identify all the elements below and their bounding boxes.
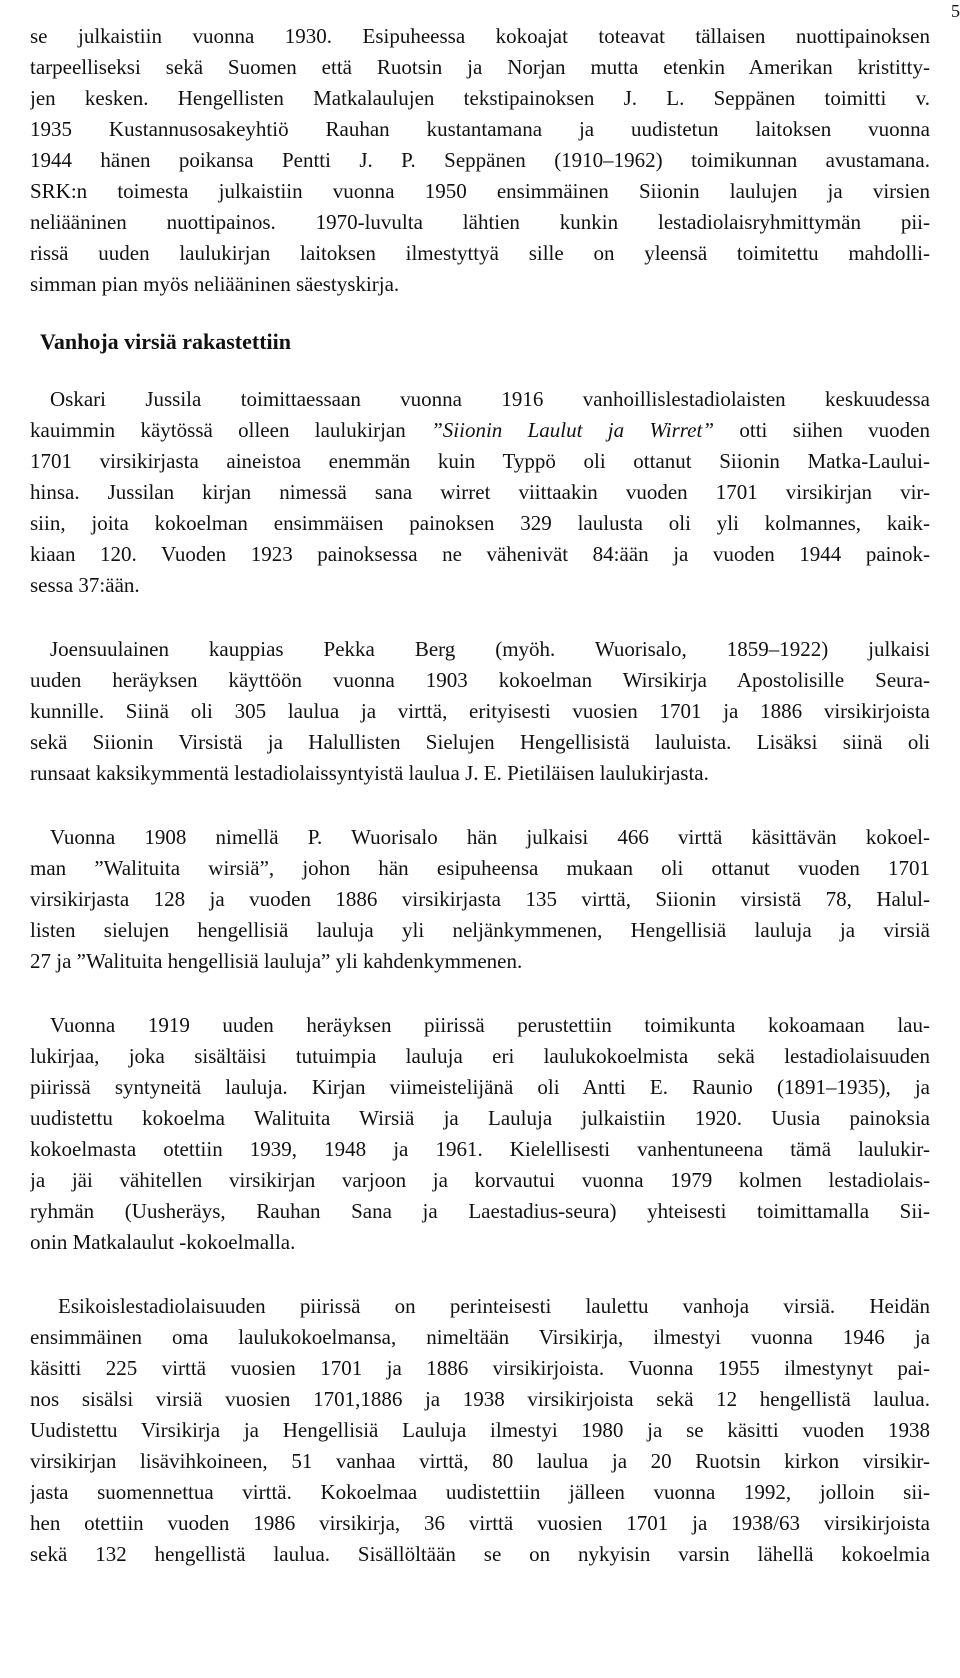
paragraph-berg [30, 634, 930, 789]
paragraph-line: hen otettiin vuoden 1986 virsikirja, 36 virttä vuosien 1701 ja 1938/63 virsikirjoista [30, 1511, 930, 1535]
paragraph-line: simman pian myös neliääninen säestyskirja. [30, 272, 400, 296]
paragraph-line: nos sisälsi virsiä vuosien 1701,1886 ja 1938 virsikirjoista sekä 12 hengellistä laulua. [30, 1387, 930, 1411]
paragraph-line: jen kesken. Hengellisten Matkalaulujen tekstipainoksen J. L. Seppänen toimitti v. [30, 86, 930, 110]
spacer [30, 300, 930, 326]
paragraph-line: sessa 37:ään. [30, 573, 140, 597]
intro-paragraph [30, 21, 930, 300]
paragraph-line: Esikoislestadiolaisuuden piirissä on perinteisesti laulettu vanhoja virsiä. Heidän [58, 1294, 930, 1318]
section-heading: Vanhoja virsiä rakastettiin [40, 329, 291, 354]
paragraph-line: Vuonna 1919 uuden heräyksen piirissä perustettiin toimikunta kokoamaan lau- [50, 1013, 930, 1037]
paragraph-line: neliääninen nuottipainos. 1970-luvulta lähtien kunkin lestadiolaisryhmittymän pii- [30, 210, 930, 234]
paragraph-line-mixed [30, 415, 930, 446]
paragraph-line: ensimmäinen oma laulukokoelmansa, nimeltään Virsikirja, ilmestyi vuonna 1946 ja [30, 1325, 930, 1349]
paragraph-line: siin, joita kokoelman ensimmäisen painoksen 329 laulusta oli yli kolmannes, kaik- [30, 511, 930, 535]
paragraph-line: 1944 hänen poikansa Pentti J. P. Seppänen (1910–1962) toimikunnan avustamana. [30, 148, 930, 172]
paragraph-line: 1935 Kustannusosakeyhtiö Rauhan kustantamana ja uudistetun laitoksen vuonna [30, 117, 930, 141]
paragraph-line: Uudistettu Virsikirja ja Hengellisiä Lauluja ilmestyi 1980 ja se käsitti vuoden 1938 [30, 1418, 930, 1442]
paragraph-line: rissä uuden laulukirjan laitoksen ilmestyttyä sille on yleensä toimitettu mahdolli- [30, 241, 930, 265]
spacer [30, 601, 930, 634]
paragraph-line: jasta suomennettua virttä. Kokoelmaa uudistettiin jälleen vuonna 1992, jolloin sii- [30, 1480, 930, 1504]
text-run: kauimmin käytössä olleen laulukirjan [30, 418, 432, 442]
paragraph-line: ryhmän (Uusheräys, Rauhan Sana ja Laestadius-seura) yhteisesti toimittamalla Sii- [30, 1199, 930, 1223]
paragraph-line: Oskari Jussila toimittaessaan vuonna 1916 vanhoillislestadiolaisten keskuudessa [50, 387, 930, 411]
paragraph-line: runsaat kaksikymmentä lestadiolaissyntyistä laulua J. E. Pietiläisen laulukirjasta. [30, 761, 709, 785]
paragraph-line: kokoelmasta otettiin 1939, 1948 ja 1961. Kielellisesti vanhentuneena tämä laulukir- [30, 1137, 930, 1161]
paragraph-line: virsikirjasta 128 ja vuoden 1886 virsikirjasta 135 virttä, Siionin virsistä 78, Halul- [30, 887, 930, 911]
paragraph-jussila [30, 384, 930, 601]
paragraph-line: tarpeelliseksi sekä Suomen että Ruotsin ja Norjan mutta etenkin Amerikan kristitty- [30, 55, 930, 79]
paragraph-line: kunnille. Siinä oli 305 laulua ja virttä, erityisesti vuosien 1701 ja 1886 virsikirjoista [30, 699, 930, 723]
spacer [30, 789, 930, 822]
paragraph-line: Joensuulainen kauppias Pekka Berg (myöh. Wuorisalo, 1859–1922) julkaisi [50, 637, 930, 661]
paragraph-line: onin Matkalaulut -kokoelmalla. [30, 1230, 296, 1254]
paragraph-line: Vuonna 1908 nimellä P. Wuorisalo hän julkaisi 466 virttä käsittävän kokoel- [50, 825, 930, 849]
paragraph-line: man ”Walituita wirsiä”, johon hän esipuheensa mukaan oli ottanut vuoden 1701 [30, 856, 930, 880]
spacer [30, 1258, 930, 1291]
spacer [30, 357, 930, 384]
paragraph-line: kiaan 120. Vuoden 1923 painoksessa ne vähenivät 84:ään ja vuoden 1944 painok- [30, 542, 930, 566]
paragraph-line: lukirjaa, joka sisältäisi tutuimpia lauluja eri laulukokoelmista sekä lestadiolaisuuden [30, 1044, 930, 1068]
paragraph-line: SRK:n toimesta julkaistiin vuonna 1950 ensimmäinen Siionin laulujen ja virsien [30, 179, 930, 203]
paragraph-line: virsikirjan lisävihkoineen, 51 vanhaa virttä, 80 laulua ja 20 Ruotsin kirkon virsikir- [30, 1449, 930, 1473]
paragraph-1919 [30, 1010, 930, 1258]
paragraph-line: sekä 132 hengellistä laulua. Sisällöltään se on nykyisin varsin lähellä kokoelmia [30, 1542, 930, 1566]
paragraph-line: uudistettu kokoelma Walituita Wirsiä ja Lauluja julkaistiin 1920. Uusia painoksia [30, 1106, 930, 1130]
paragraph-line: piirissä syntyneitä lauluja. Kirjan viimeistelijänä oli Antti E. Raunio (1891–1935), ja [30, 1075, 930, 1099]
page-number: 5 [951, 1, 960, 21]
paragraph-line: listen sielujen hengellisiä lauluja yli neljänkymmenen, Hengellisiä lauluja ja virsiä [30, 918, 930, 942]
paragraph-line: hinsa. Jussilan kirjan nimessä sana wirret viittaakin vuoden 1701 virsikirjan vir- [30, 480, 930, 504]
spacer [30, 977, 930, 1010]
paragraph-line: sekä Siionin Virsistä ja Halullisten Sielujen Hengellisistä lauluista. Lisäksi siinä oli [30, 730, 930, 754]
paragraph-line: käsitti 225 virttä vuosien 1701 ja 1886 virsikirjoista. Vuonna 1955 ilmestynyt pai- [30, 1356, 930, 1380]
paragraph-line: ja jäi vähitellen virsikirjan varjoon ja korvautui vuonna 1979 kolmen lestadiolais- [30, 1168, 930, 1192]
paragraph-line: se julkaistiin vuonna 1930. Esipuheessa kokoajat toteavat tällaisen nuottipainoksen [30, 24, 930, 48]
paragraph-line: 27 ja ”Walituita hengellisiä lauluja” yli kahdenkymmenen. [30, 949, 523, 973]
paragraph-esikois [30, 1291, 930, 1570]
text-column [30, 21, 930, 1570]
paragraph-1908 [30, 822, 930, 977]
text-run: otti siihen vuoden [714, 418, 930, 442]
paragraph-line: 1701 virsikirjasta aineistoa enemmän kuin Typpö oli ottanut Siionin Matka-Laului- [30, 449, 930, 473]
paragraph-line: uuden heräyksen käyttöön vuonna 1903 kokoelman Wirsikirja Apostolisille Seura- [30, 668, 930, 692]
book-title: ”Siionin Laulut ja Wirret” [431, 418, 715, 442]
